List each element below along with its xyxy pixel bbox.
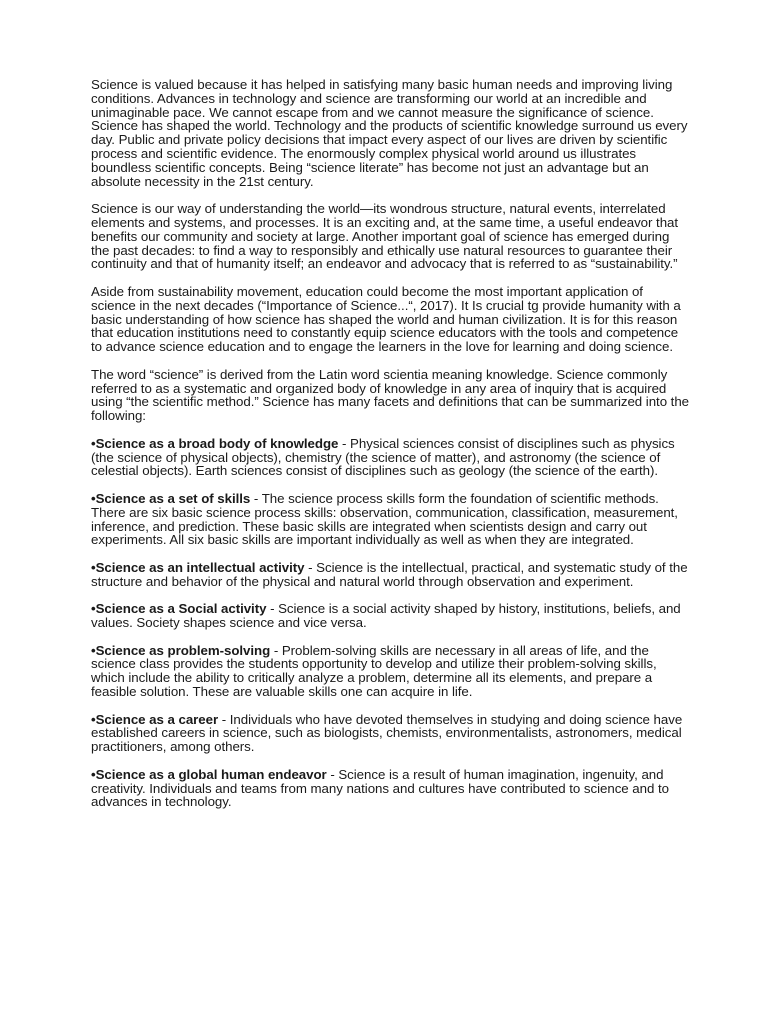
document-page (91, 78, 691, 823)
item-text: - The science process skills form the foundation of scientific methods. There are six basic science process skills: observation, communication, classification, measurement, inference, and prediction. These basic skills are integrated when scientists design and carry out experiments. All six basic skills are important individually as well as when they are integrated. (91, 490, 678, 548)
item-text: - Individuals who have devoted themselves in studying and doing science have established careers in science, such as biologists, chemists, environmentalists, astronomers, medical practitioners, among others. (91, 711, 683, 755)
item-text: - Physical sciences consist of disciplines such as physics (the science of physical objects), chemistry (the science of matter), and astronomy (the science of celestial objects). Earth sciences consist of disciplines such as geology (the science of the earth). (91, 435, 675, 479)
list-item-intellectual-activity (91, 561, 691, 589)
paragraph-understanding: Science is our way of understanding the world—its wondrous structure, natural events, interrelated elements and systems, and processes. It is an exciting and, at the same time, a useful endeavor that benefits our community and society at large. Another important goal of science has emerged during the past decades: to find a way to responsibly and ethically use natural resources to guarantee their continuity and that of humanity itself; an endeavor and advocacy that is referred to as “sustainability.” (91, 201, 679, 272)
paragraph-sustainability: Aside from sustainability movement, education could become the most important application of science in the next decades (“Importance of Science...“, 2017). It Is crucial tg provide humanity with a basic understanding of how science has shaped the world and human civilization. It is for this reason that education institutions need to constantly equip science educators with the tools and competence to advance science education and to engage the learners in the love for learning and doing science. (91, 283, 681, 355)
item-title: •Science as a career (91, 711, 219, 727)
list-item-career (91, 713, 691, 754)
item-text: - Problem-solving skills are necessary in all areas of life, and the science class provides the students opportunity to develop and utilize their problem-solving skills, which include the ability to critically analyze a problem, determine all its elements, and prepare a feasible solution. These are valuable skills one can acquire in life. (91, 642, 657, 700)
paragraph-definition: The word “science” is derived from the Latin word scientia meaning knowledge. Science commonly referred to as a systematic and organized body of knowledge in any area of inquiry that is acquired using “the scientific method.” Science has many facets and definitions that can be summarized into the following: (91, 366, 690, 424)
item-text: - Science is a result of human imagination, ingenuity, and creativity. Individuals and teams from many nations and cultures have contributed to science and to advances in technology. (91, 766, 669, 810)
item-title: •Science as an intellectual activity (91, 559, 305, 575)
list-item-global-endeavor (91, 768, 691, 809)
item-title: •Science as a global human endeavor (91, 766, 327, 782)
list-item-body-of-knowledge (91, 437, 691, 478)
item-text: - Science is the intellectual, practical, and systematic study of the structure and behavior of the physical and natural world through observation and experiment. (91, 559, 688, 589)
paragraph-intro: Science is valued because it has helped in satisfying many basic human needs and improving living conditions. Advances in technology and science are transforming our world at an incredible and unimaginable pace. We cannot escape from and we cannot measure the significance of science. Science has shaped the world. Technology and the products of scientific knowledge surround us every day. Public and private policy decisions that impact every aspect of our lives are driven by scientific process and scientific evidence. The enormously complex physical world around us illustrates boundless scientific concepts. Being “science literate” has become not just an advantage but an absolute necessity in the 21st century. (91, 77, 688, 189)
list-item-social-activity (91, 602, 691, 630)
list-item-problem-solving (91, 644, 691, 699)
item-title: •Science as a set of skills (91, 490, 251, 506)
item-title: •Science as problem-solving (91, 642, 271, 658)
list-item-set-of-skills (91, 492, 691, 547)
item-title: •Science as a Social activity (91, 601, 267, 617)
item-text: - Science is a social activity shaped by history, institutions, beliefs, and values. Society shapes science and vice versa. (91, 601, 681, 631)
item-title: •Science as a broad body of knowledge (91, 435, 339, 451)
